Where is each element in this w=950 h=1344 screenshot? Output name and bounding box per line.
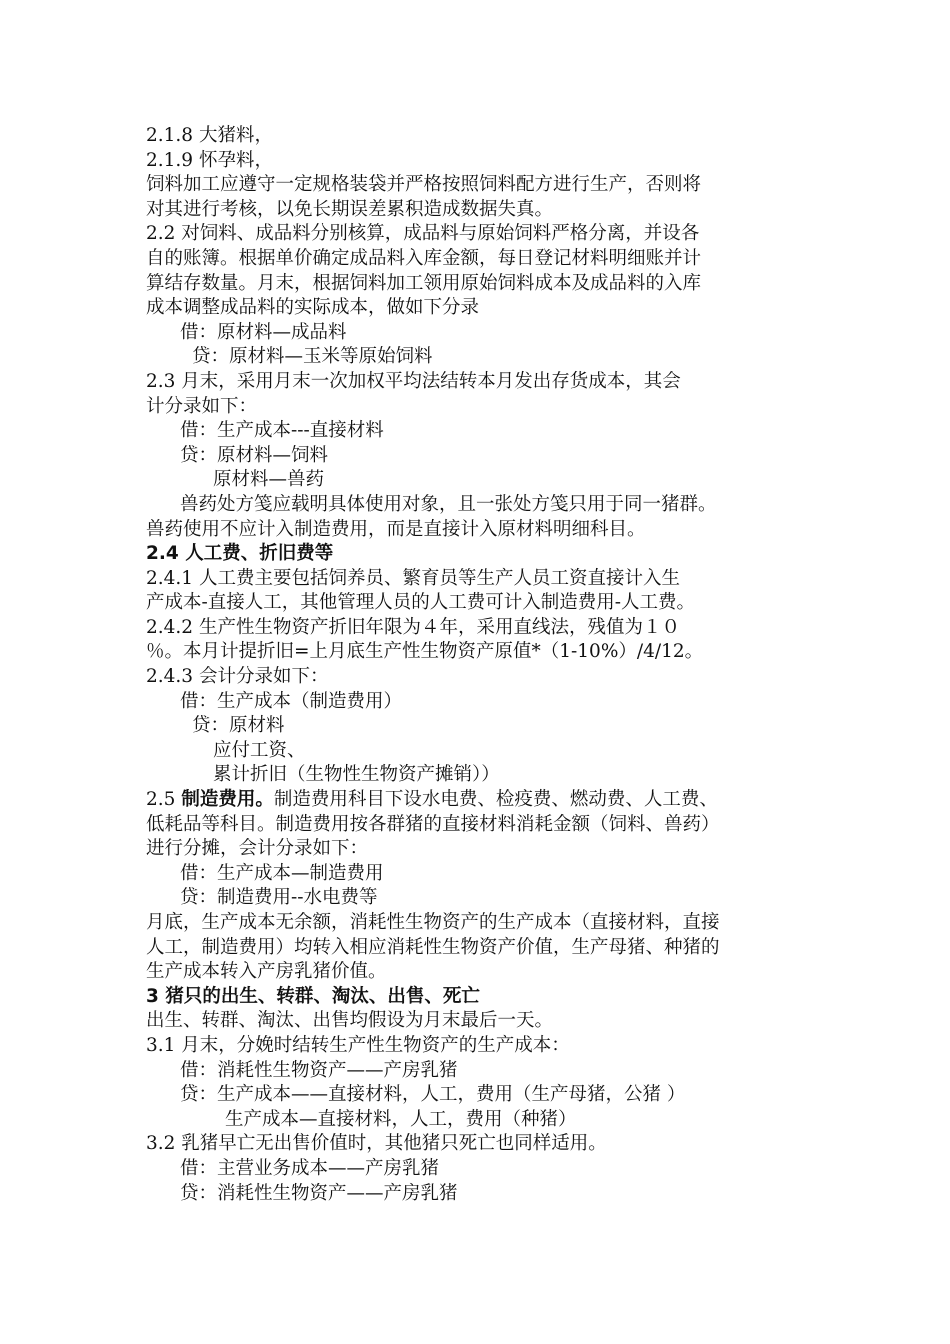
bold-term: 制造费用。	[181, 789, 274, 811]
text-line: 2.3 月末，采用月末一次加权平均法结转本月发出存货成本，其会	[146, 370, 681, 392]
journal-debit-line: 借：生产成本—制造费用	[180, 862, 384, 884]
journal-credit-line: 贷：原材料—玉米等原始饲料	[192, 346, 433, 368]
journal-debit-line: 借：生产成本---直接材料	[180, 420, 384, 442]
text-line: 产成本-直接人工，其他管理人员的人工费可计入制造费用-人工费。	[146, 592, 696, 614]
section-number: 2.5	[146, 789, 182, 811]
section-heading: 2.4 人工费、折旧费等	[146, 543, 334, 565]
journal-credit-line: 贷：消耗性生物资产——产房乳猪	[180, 1182, 458, 1204]
text-line: 进行分摊，会计分录如下：	[146, 838, 369, 860]
text-line: 算结存数量。月末，根据饲料加工领用原始饲料成本及成品料的入库	[146, 272, 702, 294]
text-line: 2.1.9 怀孕料，	[146, 149, 273, 171]
journal-credit-line: 贷：原材料—饲料	[180, 444, 329, 466]
text-line: 3.2 乳猪早亡无出售价值时，其他猪只死亡也同样适用。	[146, 1133, 607, 1155]
text-line: 2.1.8 大猪料，	[146, 125, 273, 146]
journal-debit-line: 借：原材料—成品料	[180, 321, 347, 343]
text-line: 2.4.2 生产性生物资产折旧年限为４年，采用直线法，残值为１０	[146, 616, 680, 638]
journal-credit-line: 原材料—兽药	[213, 469, 325, 491]
text-line: 出生、转群、淘汰、出售均假设为月末最后一天。	[146, 1010, 554, 1032]
text-line: 2.2 对饲料、成品料分别核算，成品料与原始饲料严格分离，并设各	[146, 223, 700, 245]
journal-credit-line: 贷：生产成本——直接材料，人工，费用（生产母猪，公猪 ）	[180, 1084, 686, 1106]
document-body	[146, 124, 826, 1206]
text-line: 2.4.3 会计分录如下：	[146, 666, 329, 688]
text-line: 对其进行考核，以免长期误差累积造成数据失真。	[146, 198, 554, 220]
journal-credit-line: 贷：原材料	[192, 715, 285, 737]
journal-debit-line: 借：生产成本（制造费用）	[180, 690, 403, 712]
text-run: 制造费用科目下设水电费、检疫费、燃动费、人工费、	[273, 789, 718, 811]
text-line: 成本调整成品料的实际成本，做如下分录	[146, 297, 480, 319]
text-line: 月底，生产成本无余额，消耗性生物资产的生产成本（直接材料，直接	[146, 912, 720, 933]
text-line	[146, 788, 826, 813]
text-line: 自的账簿。根据单价确定成品料入库金额，每日登记材料明细账并计	[146, 247, 702, 269]
journal-debit-line: 借：主营业务成本——产房乳猪	[180, 1157, 440, 1179]
text-line: 2.4.1 人工费主要包括饲养员、繁育员等生产人员工资直接计入生	[146, 567, 680, 589]
text-line: 兽药使用不应计入制造费用，而是直接计入原材料明细科目。	[146, 518, 646, 540]
journal-credit-line: 贷：制造费用--水电费等	[180, 887, 378, 909]
text-line: 计分录如下：	[146, 395, 258, 417]
journal-credit-line: 生产成本—直接材料，人工，费用（种猪）	[225, 1108, 577, 1130]
text-line: 饲料加工应遵守一定规格装袋并严格按照饲料配方进行生产，否则将	[146, 174, 702, 196]
journal-credit-line: 累计折旧（生物性生物资产摊销））	[213, 764, 500, 786]
text-line: 人工，制造费用）均转入相应消耗性生物资产价值，生产母猪、种猪的	[146, 936, 720, 958]
text-line: 生产成本转入产房乳猪价值。	[146, 961, 387, 983]
journal-debit-line: 借：消耗性生物资产——产房乳猪	[180, 1059, 458, 1081]
text-line: 兽药处方笺应载明具体使用对象，且一张处方笺只用于同一猪群。	[180, 493, 717, 515]
text-line: 低耗品等科目。制造费用按各群猪的直接材料消耗金额（饲料、兽药）	[146, 813, 720, 835]
text-line: 3.1 月末，分娩时结转生产性生物资产的生产成本：	[146, 1034, 570, 1056]
section-heading: 3 猪只的出生、转群、淘汰、出售、死亡	[146, 985, 480, 1007]
journal-credit-line: 应付工资、	[213, 739, 306, 761]
text-line: ％。本月计提折旧=上月底生产性生物资产原值*（1-10%）/4/12。	[146, 641, 704, 663]
